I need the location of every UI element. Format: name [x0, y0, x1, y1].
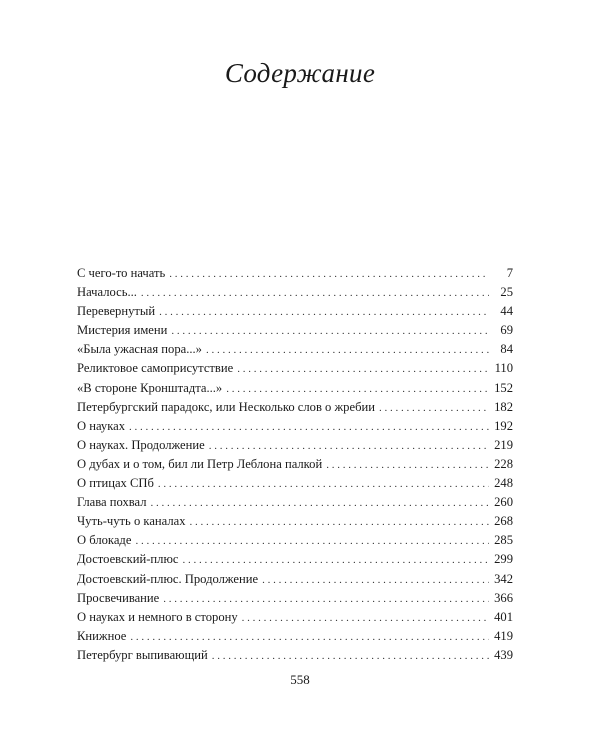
toc-leader-dots [169, 265, 489, 284]
toc-entry [77, 436, 513, 455]
toc-leader-dots [158, 475, 489, 494]
toc-entry-title: Мистерия имени [77, 323, 168, 338]
toc-entry-page: 228 [494, 456, 513, 471]
toc-leader-dots [129, 418, 489, 437]
toc-entry-page: 439 [494, 647, 513, 662]
toc-entry-title: «Была ужасная пора...» [77, 342, 202, 357]
toc-entry-title: Началось... [77, 285, 137, 300]
toc-entry [77, 646, 513, 665]
toc-entry-title: С чего-то начать [77, 266, 166, 280]
toc-leader-dots [135, 532, 489, 551]
toc-entry [77, 627, 513, 646]
toc-entry-title: О блокаде [77, 533, 132, 548]
toc-entry-title: «В стороне Кронштадта...» [77, 380, 223, 395]
toc-entry-page: 299 [494, 552, 513, 567]
toc-entry-page: 25 [500, 285, 513, 300]
toc-entry [77, 398, 513, 417]
toc-entry [77, 550, 513, 569]
toc-entry-title: Реликтовое самоприсутствие [77, 361, 234, 376]
toc-entry-title: О птицах СПб [77, 476, 154, 491]
toc-entry-title: Глава похвал [77, 495, 147, 510]
toc-leader-dots [326, 456, 489, 475]
toc-leader-dots [209, 437, 489, 456]
toc-leader-dots [242, 609, 489, 628]
toc-leader-dots [379, 399, 489, 418]
toc-entry [77, 474, 513, 493]
page-number: 558 [290, 672, 310, 687]
toc-entry-title: Чуть-чуть о каналах [77, 514, 186, 529]
toc-entry-title: Перевернутый [77, 304, 156, 319]
toc-entry-page: 84 [500, 342, 513, 357]
toc-entry-title: Достоевский-плюс. Продолжение [77, 571, 259, 586]
toc-entry [77, 283, 513, 302]
toc-entry-title: О науках и немного в сторону [77, 609, 238, 624]
toc-entry-title: Петербург выпивающий [77, 647, 208, 662]
toc-entry-page: 419 [494, 628, 513, 643]
toc-leader-dots [159, 303, 489, 322]
toc-leader-dots [171, 322, 489, 341]
toc-entry-page: 182 [494, 399, 513, 414]
toc-leader-dots [190, 513, 489, 532]
toc-leader-dots [226, 380, 489, 399]
table-of-contents [77, 264, 513, 665]
toc-entry-page: 152 [494, 380, 513, 395]
toc-entry [77, 302, 513, 321]
toc-leader-dots [206, 341, 489, 360]
toc-entry-page: 248 [494, 476, 513, 491]
toc-entry [77, 608, 513, 627]
toc-entry [77, 570, 513, 589]
toc-entry-page: 260 [494, 495, 513, 510]
toc-entry [77, 264, 513, 283]
toc-entry-page: 285 [494, 533, 513, 548]
toc-entry [77, 493, 513, 512]
toc-entry-page: 366 [494, 590, 513, 605]
toc-leader-dots [141, 284, 489, 303]
toc-entry-page: 219 [494, 437, 513, 452]
toc-leader-dots [182, 551, 489, 570]
toc-leader-dots [212, 647, 489, 666]
toc-entry [77, 340, 513, 359]
toc-entry [77, 589, 513, 608]
contents-heading: Содержание [224, 58, 376, 88]
toc-entry-title: Просвечивание [77, 590, 160, 605]
toc-leader-dots [163, 590, 489, 609]
toc-entry-page: 401 [494, 609, 513, 624]
toc-entry-title: О дубах и о том, бил ли Петр Леблона палкой [77, 456, 323, 471]
toc-leader-dots [130, 628, 489, 647]
toc-entry-page: 69 [500, 323, 513, 338]
toc-entry-title: О науках [77, 418, 126, 433]
toc-entry-page: 268 [494, 514, 513, 529]
toc-entry [77, 531, 513, 550]
toc-entry [77, 379, 513, 398]
toc-entry-title: Петербургский парадокс, или Несколько слов о жребии [77, 399, 375, 414]
toc-entry-title: Достоевский-плюс [77, 552, 179, 567]
toc-entry [77, 417, 513, 436]
toc-entry-title: Книжное [77, 628, 127, 643]
toc-leader-dots [151, 494, 489, 513]
toc-entry-page: 342 [494, 571, 513, 586]
toc-entry [77, 321, 513, 340]
toc-entry-page: 192 [494, 418, 513, 433]
toc-entry-page: 7 [506, 266, 513, 280]
toc-entry-title: О науках. Продолжение [77, 437, 205, 452]
toc-entry-page: 110 [494, 361, 513, 376]
toc-entry [77, 512, 513, 531]
toc-leader-dots [237, 360, 489, 379]
toc-entry [77, 455, 513, 474]
toc-entry [77, 359, 513, 378]
toc-entry-page: 44 [500, 304, 513, 319]
toc-leader-dots [262, 571, 489, 590]
